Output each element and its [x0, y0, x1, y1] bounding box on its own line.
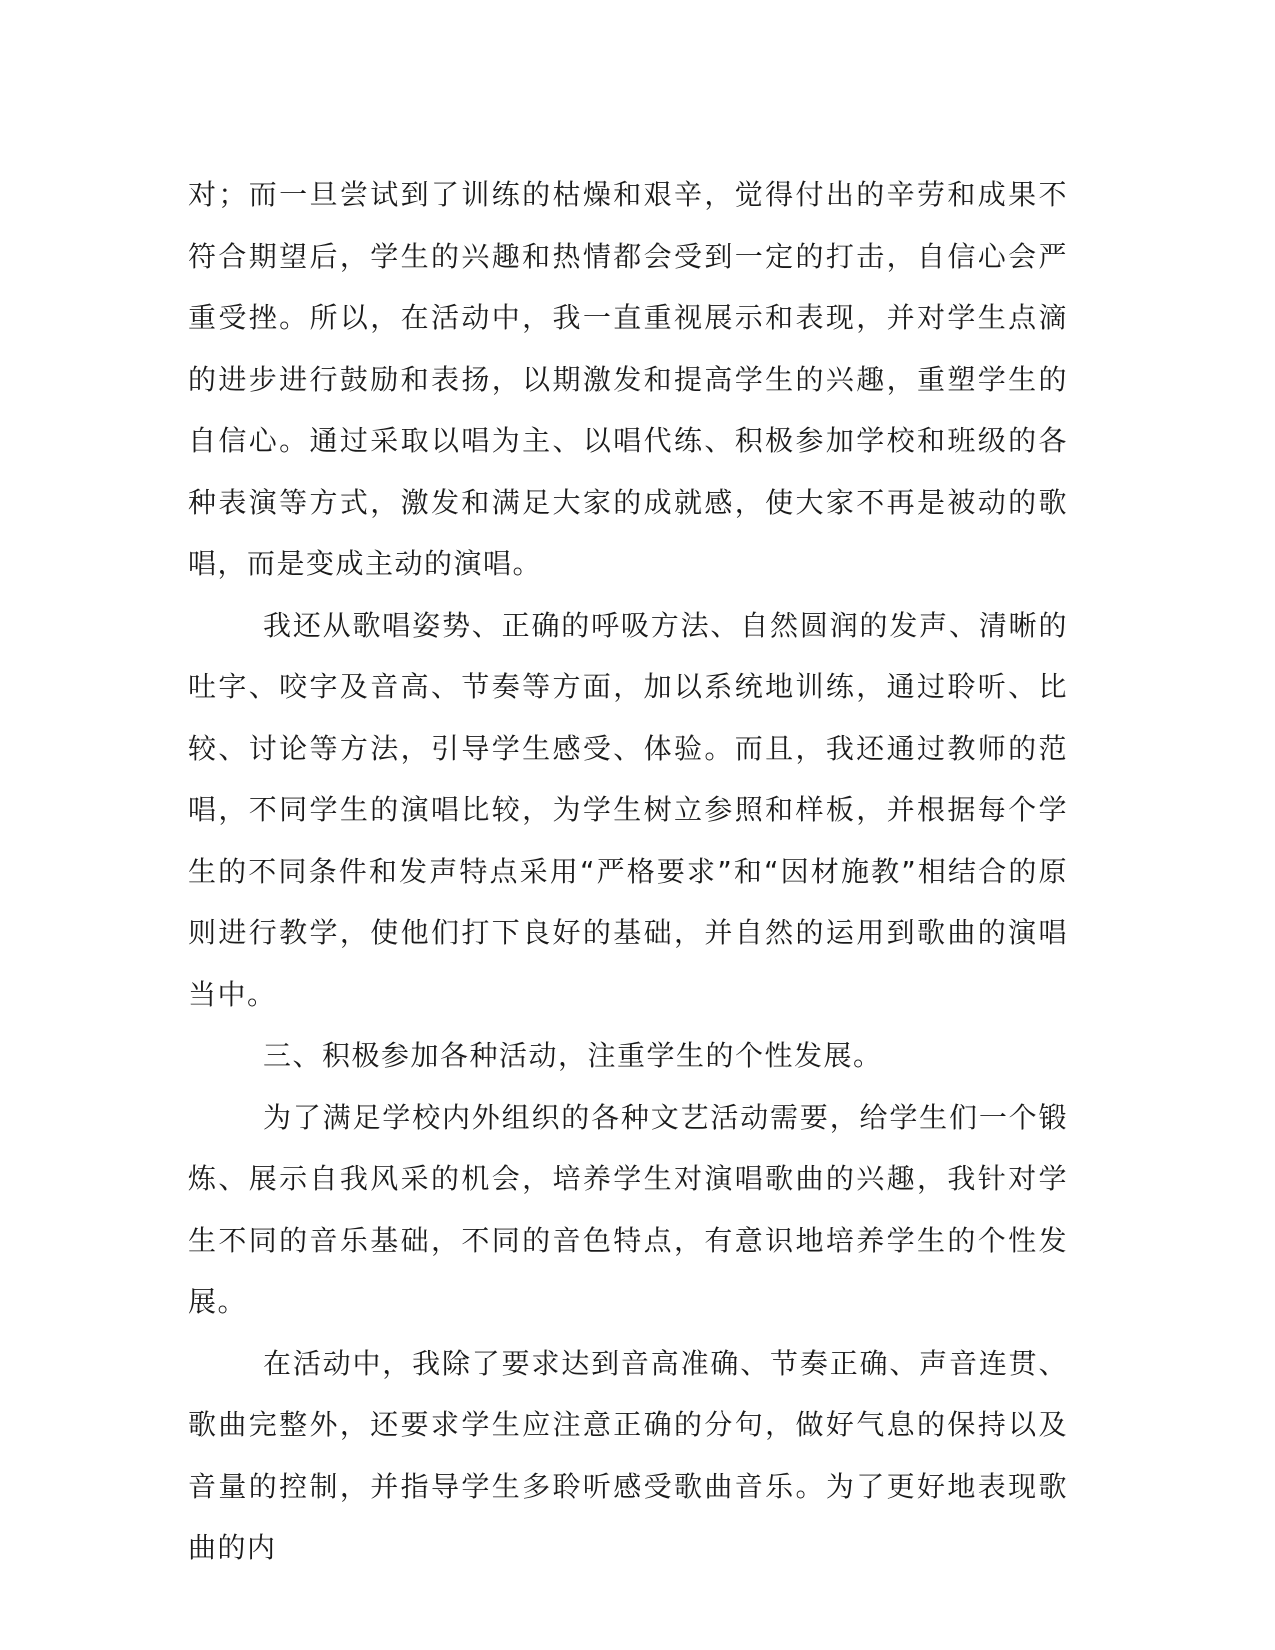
paragraph: 为了满足学校内外组织的各种文艺活动需要，给学生们一个锻炼、展示自我风采的机会，培养学生对演唱歌曲的兴趣，我针对学生不同的音乐基础，不同的音色特点，有意识地培养学生的个性发展。 [188, 1100, 1068, 1318]
paragraph: 在活动中，我除了要求达到音高准确、节奏正确、声音连贯、歌曲完整外，还要求学生应注意正确的分句，做好气息的保持以及音量的控制，并指导学生多聆听感受歌曲音乐。为了更好地表现歌曲的内 [188, 1346, 1068, 1564]
section-heading: 三、积极参加各种活动，注重学生的个性发展。 [263, 1039, 883, 1072]
body-text [188, 164, 1068, 1579]
paragraph: 我还从歌唱姿势、正确的呼吸方法、自然圆润的发声、清晰的吐字、咬字及音高、节奏等方面，加以系统地训练，通过聆听、比较、讨论等方法，引导学生感受、体验。而且，我还通过教师的范唱，不同学生的演唱比较，为学生树立参照和样板，并根据每个学生的不同条件和发声特点采用“严格要求”和“因材施教”相结合的原则进行教学，使他们打下良好的基础，并自然的运用到歌曲的演唱当中。 [188, 608, 1068, 1011]
paragraph: 对；而一旦尝试到了训练的枯燥和艰辛，觉得付出的辛劳和成果不符合期望后，学生的兴趣和热情都会受到一定的打击，自信心会严重受挫。所以，在活动中，我一直重视展示和表现，并对学生点滴的进步进行鼓励和表扬，以期激发和提高学生的兴趣，重塑学生的自信心。通过采取以唱为主、以唱代练、积极参加学校和班级的各种表演等方式，激发和满足大家的成就感，使大家不再是被动的歌唱，而是变成主动的演唱。 [188, 178, 1068, 580]
